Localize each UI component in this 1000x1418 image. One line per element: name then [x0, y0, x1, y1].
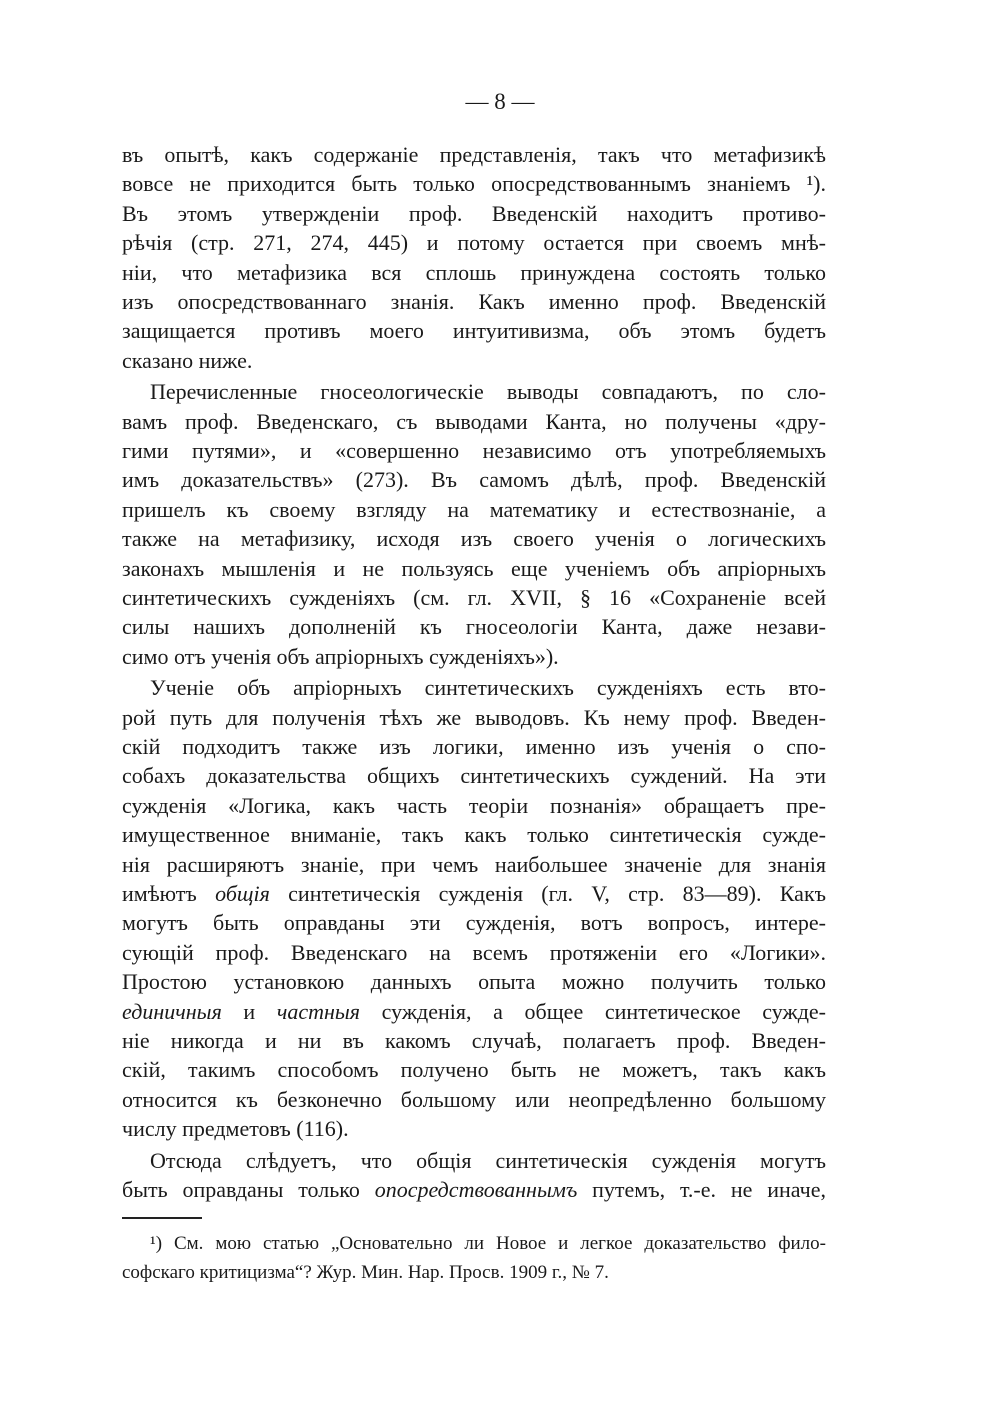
text-line	[122, 584, 826, 612]
text-line	[122, 1056, 826, 1084]
text-segment: скій подходитъ также изъ логики, именно изъ ученія о спо-	[122, 734, 826, 759]
text-line	[122, 674, 826, 702]
text-line	[122, 259, 826, 287]
text-line	[122, 378, 826, 406]
italic-text: общія	[215, 881, 270, 906]
text-line	[122, 141, 826, 169]
text-segment: и	[221, 998, 277, 1024]
text-segment: сказано ниже.	[122, 347, 253, 373]
footnote-line	[122, 1259, 826, 1287]
text-segment: синтетическихъ сужденіяхъ (см. гл. XVII, § 16 «Сохраненіе всей	[122, 585, 826, 610]
text-line	[122, 555, 826, 583]
text-line	[122, 229, 826, 257]
text-segment: ніи, что метафизика вся сплошь принуждена состоять только	[122, 259, 826, 285]
text-segment: путемъ, т.-е. не иначе,	[577, 1177, 826, 1202]
text-segment: пришелъ къ своему взгляду на математику и естествознаніе, а	[122, 496, 826, 522]
text-segment: собахъ доказательства общихъ синтетическихъ суждений. На эти	[122, 763, 826, 789]
text-line	[122, 1147, 826, 1175]
text-segment: относится къ безконечно большому или неопредѣленно большому	[122, 1086, 826, 1112]
text-segment: Простою установкою данныхъ опыта можно получить только	[122, 969, 826, 995]
text-line	[122, 704, 826, 732]
text-line	[122, 347, 826, 375]
text-line	[122, 317, 826, 345]
text-segment: Въ этомъ утвержденіи проф. Введенскій находитъ противо-	[122, 200, 826, 226]
text-line	[122, 1086, 826, 1114]
text-segment: имѣютъ	[122, 881, 216, 906]
text-segment: софскаго критицизма“? Жур. Мин. Нар. Просв. 1909 г., № 7.	[122, 1262, 609, 1283]
text-line	[122, 525, 826, 553]
text-line	[122, 1176, 826, 1204]
text-line	[122, 880, 826, 908]
footnote-line	[122, 1230, 826, 1258]
text-line	[122, 821, 826, 849]
text-line	[122, 437, 826, 465]
text-segment: вовсе не приходится быть только опосредствованнымъ знаніемъ ¹).	[122, 171, 826, 197]
text-line	[122, 170, 826, 198]
text-segment: ніе никогда и ни въ какомъ случаѣ, полагаетъ проф. Введен-	[122, 1028, 826, 1053]
italic-text: частныя	[276, 998, 361, 1024]
text-line	[122, 466, 826, 494]
text-segment: рой путь для полученія тѣхъ же выводовъ. Къ нему проф. Введен-	[122, 704, 826, 730]
page-number: — 8 —	[465, 89, 535, 114]
text-line	[122, 851, 826, 879]
text-segment: могутъ быть оправданы эти сужденія, вотъ вопросъ, интере-	[122, 910, 826, 936]
italic-text: единичныя	[122, 998, 222, 1024]
text-line	[122, 643, 826, 671]
text-line	[122, 1027, 826, 1055]
italic-text: опосредствованнымъ	[374, 1177, 578, 1202]
text-segment: имущественное вниманіе, такъ какъ только синтетическія сужде-	[122, 822, 826, 848]
text-segment: числу предметовъ (116).	[122, 1116, 349, 1142]
text-segment: гими путями», и «совершенно независимо отъ употребляемыхъ	[122, 438, 826, 463]
text-line	[122, 496, 826, 524]
text-segment: сужденія, а общее синтетическое сужде-	[360, 998, 826, 1024]
text-line	[122, 998, 826, 1026]
text-segment: защищается противъ моего интуитивизма, объ этомъ будетъ	[122, 318, 826, 344]
text-segment: изъ опосредствованнаго знанія. Какъ именно проф. Введенскій	[122, 289, 826, 314]
text-segment: скій, такимъ способомъ получено быть не можетъ, такъ какъ	[122, 1057, 826, 1083]
text-segment: ¹) См. мою статью „Основательно ли Новое и легкое доказательство фило-	[150, 1233, 826, 1254]
text-segment: синтетическія сужденія (гл. V, стр. 83—89). Какъ	[269, 881, 827, 906]
text-segment: силы нашихъ дополненій къ гносеологіи Канта, даже незави-	[122, 614, 826, 640]
text-line	[122, 939, 826, 967]
text-line	[122, 762, 826, 790]
text-line	[122, 1115, 826, 1143]
text-line	[122, 408, 826, 436]
text-segment: въ опытѣ, какъ содержаніе представленія, такъ что метафизикѣ	[122, 142, 826, 167]
text-segment: также на метафизику, исходя изъ своего ученія о логическихъ	[122, 526, 826, 552]
text-line	[122, 792, 826, 820]
text-segment: Отсюда слѣдуетъ, что общія синтетическія сужденія могутъ	[150, 1147, 826, 1173]
footnote-separator	[122, 1217, 202, 1219]
text-line	[122, 968, 826, 996]
text-segment: вамъ проф. Введенскаго, съ выводами Канта, но получены «дру-	[122, 408, 826, 434]
text-segment: сующій проф. Введенскаго на всемъ протяженіи его «Логики».	[122, 939, 826, 965]
text-line	[122, 288, 826, 316]
text-segment: быть оправданы только	[122, 1177, 375, 1202]
text-segment: Ученіе объ апріорныхъ синтетическихъ сужденіяхъ есть вто-	[150, 675, 826, 701]
text-line	[122, 613, 826, 641]
text-segment: законахъ мышленія и не пользуясь еще ученіемъ объ апріорныхъ	[122, 555, 826, 581]
text-line	[122, 733, 826, 761]
text-segment: нія расширяютъ знаніе, при чемъ наибольшее значеніе для знанія	[122, 851, 826, 877]
text-segment: рѣчія (стр. 271, 274, 445) и потому остается при своемъ мнѣ-	[122, 230, 826, 256]
text-line	[122, 200, 826, 228]
text-segment: сужденія «Логика, какъ часть теоріи познанія» обращаетъ пре-	[122, 792, 826, 818]
text-line	[122, 909, 826, 937]
text-segment: симо отъ ученія объ апріорныхъ сужденіяхъ»).	[122, 643, 559, 669]
text-segment: имъ доказательствъ» (273). Въ самомъ дѣлѣ, проф. Введенскій	[122, 467, 826, 493]
text-segment: Перечисленные гносеологическіе выводы совпадаютъ, по сло-	[150, 379, 826, 405]
